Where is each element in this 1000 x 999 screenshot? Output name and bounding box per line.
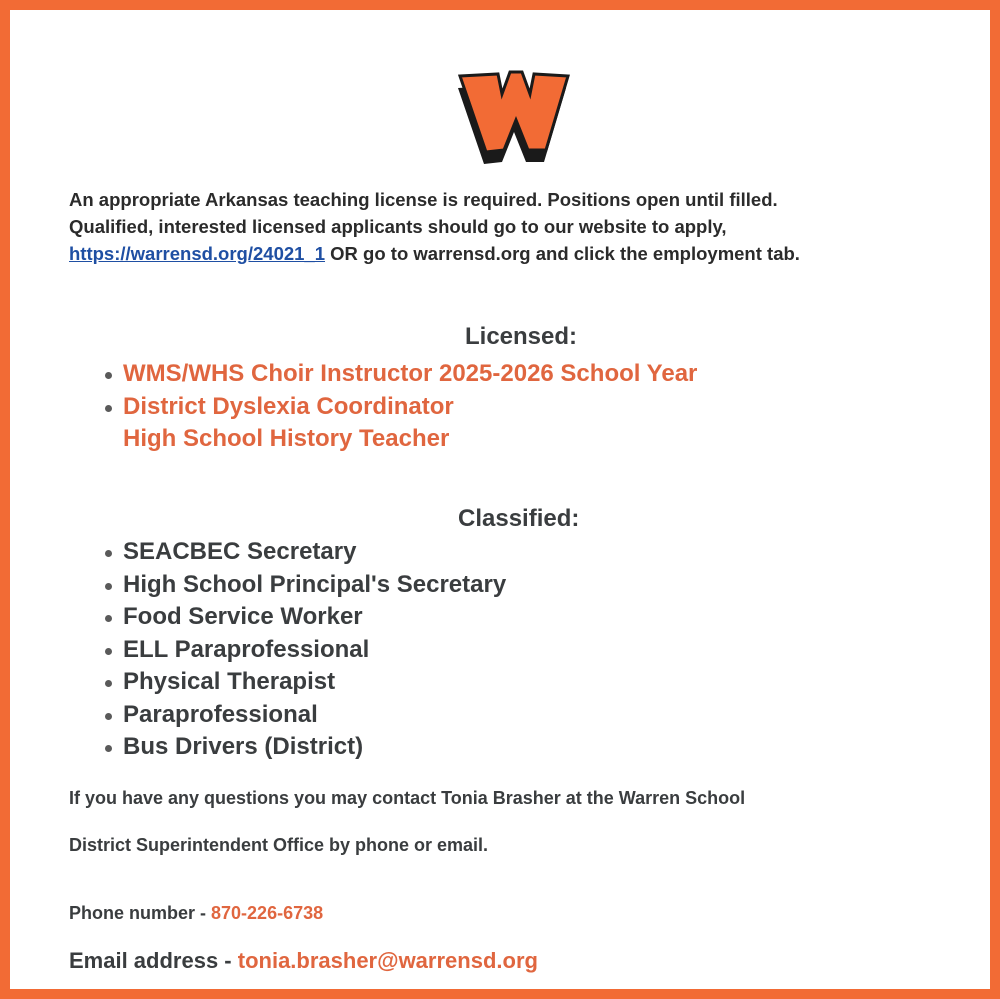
list-item-label: High School Principal's Secretary bbox=[123, 570, 507, 598]
phone-label: Phone number - bbox=[69, 903, 212, 923]
intro-line-1: An appropriate Arkansas teaching license is required. Positions open until filled. bbox=[69, 189, 778, 210]
intro-paragraph bbox=[69, 186, 969, 267]
list-item bbox=[105, 391, 697, 424]
contact-line-1: If you have any questions you may contact Tonia Brasher at the Warren School bbox=[69, 788, 746, 808]
licensed-heading: Licensed: bbox=[465, 323, 578, 350]
bullet-icon bbox=[105, 583, 112, 590]
warren-w-logo bbox=[450, 54, 570, 170]
phone-row bbox=[69, 903, 323, 924]
classified-list bbox=[105, 536, 506, 764]
apply-link[interactable]: https://warrensd.org/24021_1 bbox=[69, 243, 326, 264]
bullet-icon bbox=[105, 713, 112, 720]
licensed-list bbox=[105, 358, 697, 456]
email-address[interactable]: tonia.brasher@warrensd.org bbox=[237, 948, 538, 973]
list-item bbox=[105, 423, 697, 456]
bullet-icon bbox=[105, 680, 112, 687]
bullet-icon bbox=[105, 745, 112, 752]
intro-line-2: Qualified, interested licensed applicants should go to our website to apply, bbox=[69, 216, 727, 237]
intro-line-3 bbox=[69, 240, 969, 267]
bullet-icon bbox=[105, 405, 112, 412]
list-item-label: High School History Teacher bbox=[123, 425, 450, 452]
bullet-icon bbox=[105, 550, 112, 557]
list-item bbox=[105, 731, 506, 764]
list-item bbox=[105, 601, 506, 634]
list-item-label: Food Service Worker bbox=[123, 603, 363, 630]
list-item-label: Bus Drivers (District) bbox=[123, 733, 364, 760]
list-item-label: Physical Therapist bbox=[123, 668, 336, 695]
email-row bbox=[69, 948, 538, 974]
contact-line-2: District Superintendent Office by phone or email. bbox=[69, 835, 489, 855]
bullet-icon bbox=[105, 372, 112, 379]
bullet-icon bbox=[105, 615, 112, 622]
email-label: Email address - bbox=[69, 948, 238, 973]
list-item bbox=[105, 358, 697, 391]
phone-number[interactable]: 870-226-6738 bbox=[211, 903, 324, 923]
list-item-label: ELL Paraprofessional bbox=[123, 635, 370, 663]
classified-heading: Classified: bbox=[458, 505, 580, 532]
list-item-label: SEACBEC Secretary bbox=[123, 538, 357, 565]
list-item bbox=[105, 634, 506, 667]
list-item-label: Paraprofessional bbox=[123, 700, 318, 728]
list-item bbox=[105, 569, 506, 602]
list-item bbox=[105, 666, 506, 699]
list-item-label: District Dyslexia Coordinator bbox=[123, 392, 454, 420]
list-item-label: WMS/WHS Choir Instructor 2025-2026 School Year bbox=[123, 360, 698, 387]
bullet-icon bbox=[105, 648, 112, 655]
intro-line-3-rest: OR go to warrensd.org and click the employment tab. bbox=[325, 243, 800, 264]
list-item bbox=[105, 536, 506, 569]
list-item bbox=[105, 699, 506, 732]
